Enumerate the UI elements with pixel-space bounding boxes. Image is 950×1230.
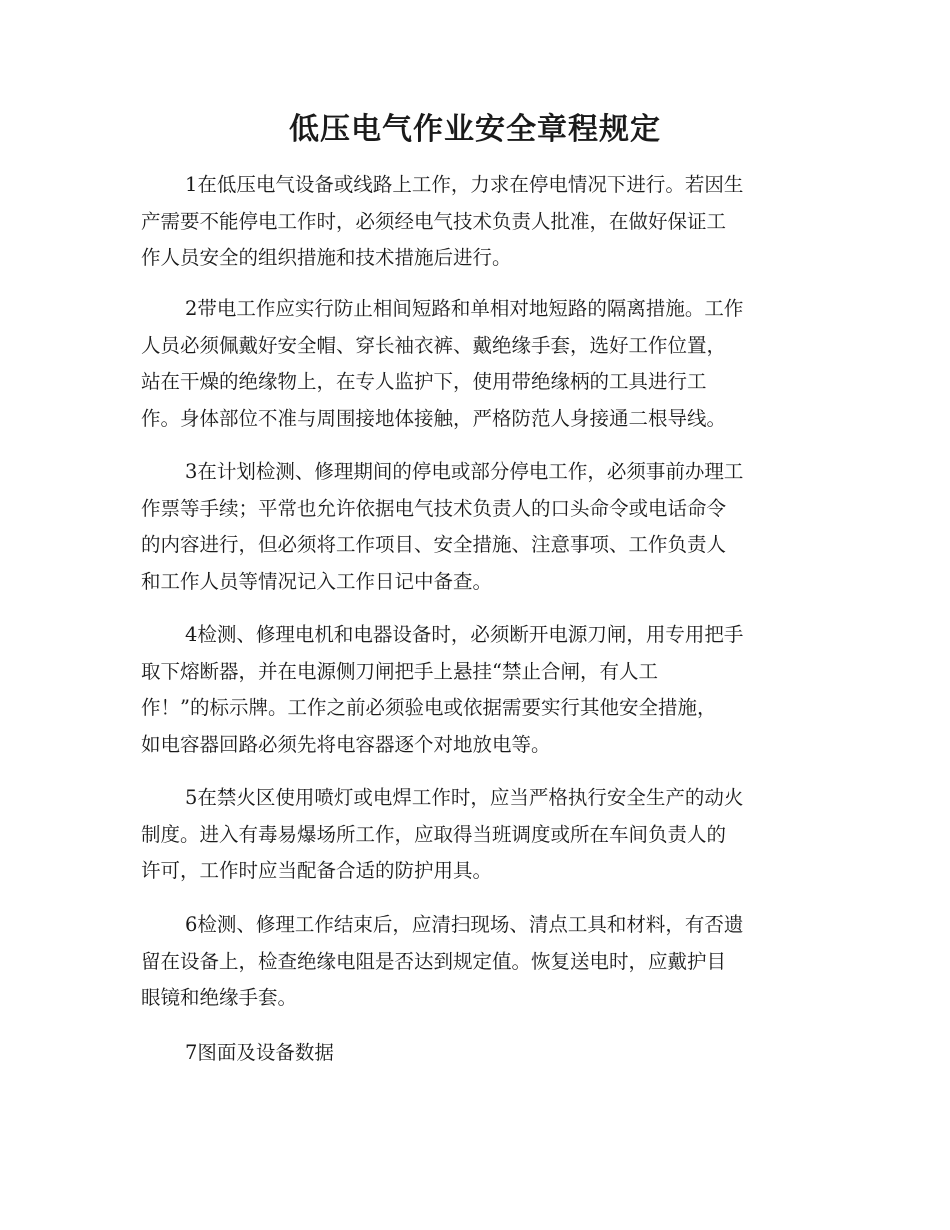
paragraph-line: 许可，工作时应当配备合适的防护用具。 — [141, 859, 493, 882]
paragraph-line: 2带电工作应实行防止相间短路和单相对地短路的隔离措施。工作 — [185, 297, 744, 320]
paragraph-5 — [141, 780, 811, 890]
paragraph-line: 站在干燥的绝缘物上，在专人监护下，使用带绝缘柄的工具进行工 — [141, 370, 707, 393]
paragraph-line: 制度。进入有毒易爆场所工作，应取得当班调度或所在车间负责人的 — [141, 822, 727, 846]
paragraph-line: 作票等手续；平常也允许依据电气技术负责人的口头命令或电话命令 — [141, 496, 727, 520]
paragraph-4 — [141, 617, 811, 763]
paragraph-line: 6检测、修理工作结束后，应清扫现场、清点工具和材料，有否遗 — [185, 913, 744, 936]
paragraph-6 — [141, 907, 811, 1017]
paragraph-line: 7图面及设备数据 — [185, 1041, 334, 1064]
paragraph-line: 眼镜和绝缘手套。 — [141, 986, 298, 1009]
paragraph-line: 的内容进行，但必须将工作项目、安全措施、注意事项、工作负责人 — [141, 533, 727, 556]
paragraph-line: 留在设备上，检查绝缘电阻是否达到规定值。恢复送电时，应戴护目 — [141, 949, 727, 973]
paragraph-3 — [141, 454, 811, 600]
paragraph-line: 取下熔断器，并在电源侧刀闸把手上悬挂“禁止合闸，有人工 — [141, 659, 658, 683]
paragraph-line: 人员必须佩戴好安全帽、穿长袖衣裤、戴绝缘手套，选好工作位置， — [141, 333, 727, 357]
paragraph-line: 和工作人员等情况记入工作日记中备查。 — [141, 569, 493, 593]
paragraph-line: 作。身体部位不准与周围接地体接触，严格防范人身接通二根导线。 — [141, 406, 727, 430]
paragraph-2 — [141, 291, 811, 437]
paragraph-1 — [141, 167, 811, 277]
paragraph-line: 4检测、修理电机和电器设备时，必须断开电源刀闸，用专用把手 — [185, 623, 744, 646]
paragraph-7 — [141, 1035, 811, 1072]
document-title: 低压电气作业安全章程规定 — [289, 112, 661, 147]
paragraph-line: 产需要不能停电工作时，必须经电气技术负责人批准，在做好保证工 — [141, 209, 727, 233]
paragraph-line: 5在禁火区使用喷灯或电焊工作时，应当严格执行安全生产的动火 — [185, 786, 744, 809]
paragraph-line: 作！”的标示牌。工作之前必须验电或依据需要实行其他安全措施， — [141, 696, 717, 719]
paragraph-line: 3在计划检测、修理期间的停电或部分停电工作，必须事前办理工 — [185, 460, 744, 483]
paragraph-line: 作人员安全的组织措施和技术措施后进行。 — [141, 246, 512, 269]
paragraph-line: 如电容器回路必须先将电容器逐个对地放电等。 — [141, 732, 551, 756]
paragraph-line: 1在低压电气设备或线路上工作，力求在停电情况下进行。若因生 — [185, 173, 744, 196]
